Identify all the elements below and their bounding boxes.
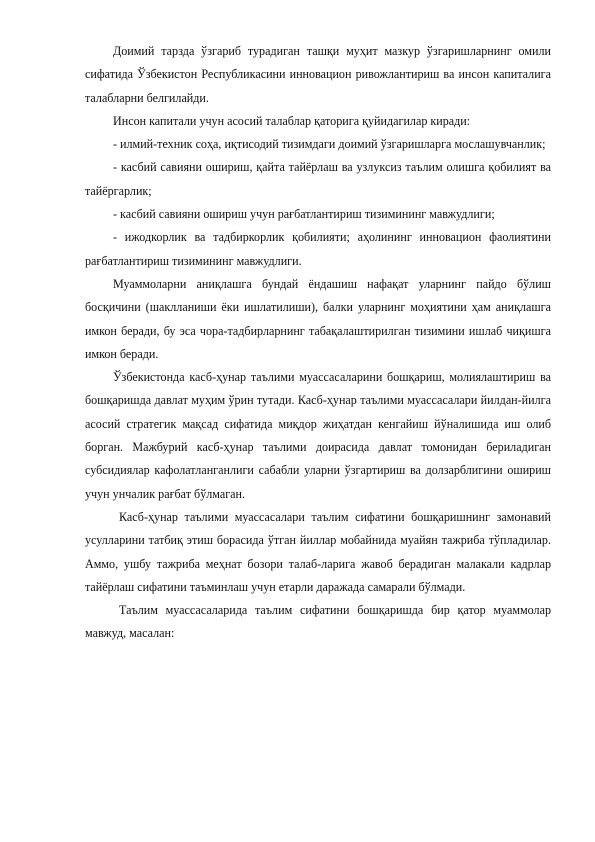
- paragraph-problems-list-intro: Таълим муассасаларида таълим сифатини бошқаришда бир қатор муаммолар мавжуд, масалан:: [85, 603, 551, 641]
- paragraph-quality-management: Касб-ҳунар таълими муассасалари таълим сифатини бошқаришнинг замонавий усулларини татбиқ этиш борасида ўтган йиллар мобайнида муайян тажриба тўпладилар. Аммо, ушбу тажриба меҳнат бозори талаб-ларига жавоб берадиган малакали кадрлар тайёрлаш сифатини таъминлаш учун етарли даражада самарали бўлмади.: [85, 509, 551, 594]
- list-item-incentive-system: - касбий савияни ошириш учун рағбатлантириш тизимининг мавжудлиги;: [113, 207, 495, 222]
- paragraph-intro: Доимий тарзда ўзгариб турадиган ташқи муҳит мазкур ўзгаришларнинг омили сифатида Ўзбекистон Республикасини инновацион ривожлантириш ва инсон капиталига талабларни белгилайди.: [85, 44, 551, 105]
- paragraph-problem-approach: Муаммоларни аниқлашга бундай ёндашиш нафақат уларнинг пайдо бўлиш босқичини (шаклланиши ёки ишлатилиши), балки уларнинг моҳиятини ҳам аниқлашга имкон беради, бу эса чора-тадбирларнинг табақалаштирилган тизимини ишлаб чиқишга имкон беради.: [85, 276, 551, 361]
- list-item-creativity: - ижодкорлик ва тадбиркорлик қобилияти; аҳолининг инновацион фаолиятини рағбатлантириш тизимининг мавжудлиги.: [85, 230, 551, 268]
- paragraph-state-role: Ўзбекистонда касб-ҳунар таълими муассасаларини бошқариш, молиялаштириш ва бошқаришда давлат муҳим ўрин тутади. Касб-ҳунар таълими муассасалари йилдан-йилга асосий стратегик мақсад сифатида миқдор жиҳатдан кенгайиш йўналишида иш олиб борган. Мажбурий касб-ҳунар таълими доирасида давлат томонидан бериладиган субсидиялар кафолатланганлиги сабабли уларни ўзгартириш ва долзарблигини ошириш учун унчалик рағбат бўлмаган.: [85, 370, 551, 501]
- document-page: [85, 40, 551, 646]
- list-item-retraining: - касбий савияни ошириш, қайта тайёрлаш ва узлуксиз таълим олишга қобилият ва тайёргарлик;: [85, 160, 551, 198]
- list-item-adaptability: - илмий-техник соҳа, иқтисодий тизимдаги доимий ўзгаришларга мослашувчанлик;: [113, 137, 546, 152]
- paragraph-requirements-heading: Инсон капитали учун асосий талаблар қаторига қуйидагилар киради:: [113, 113, 471, 128]
